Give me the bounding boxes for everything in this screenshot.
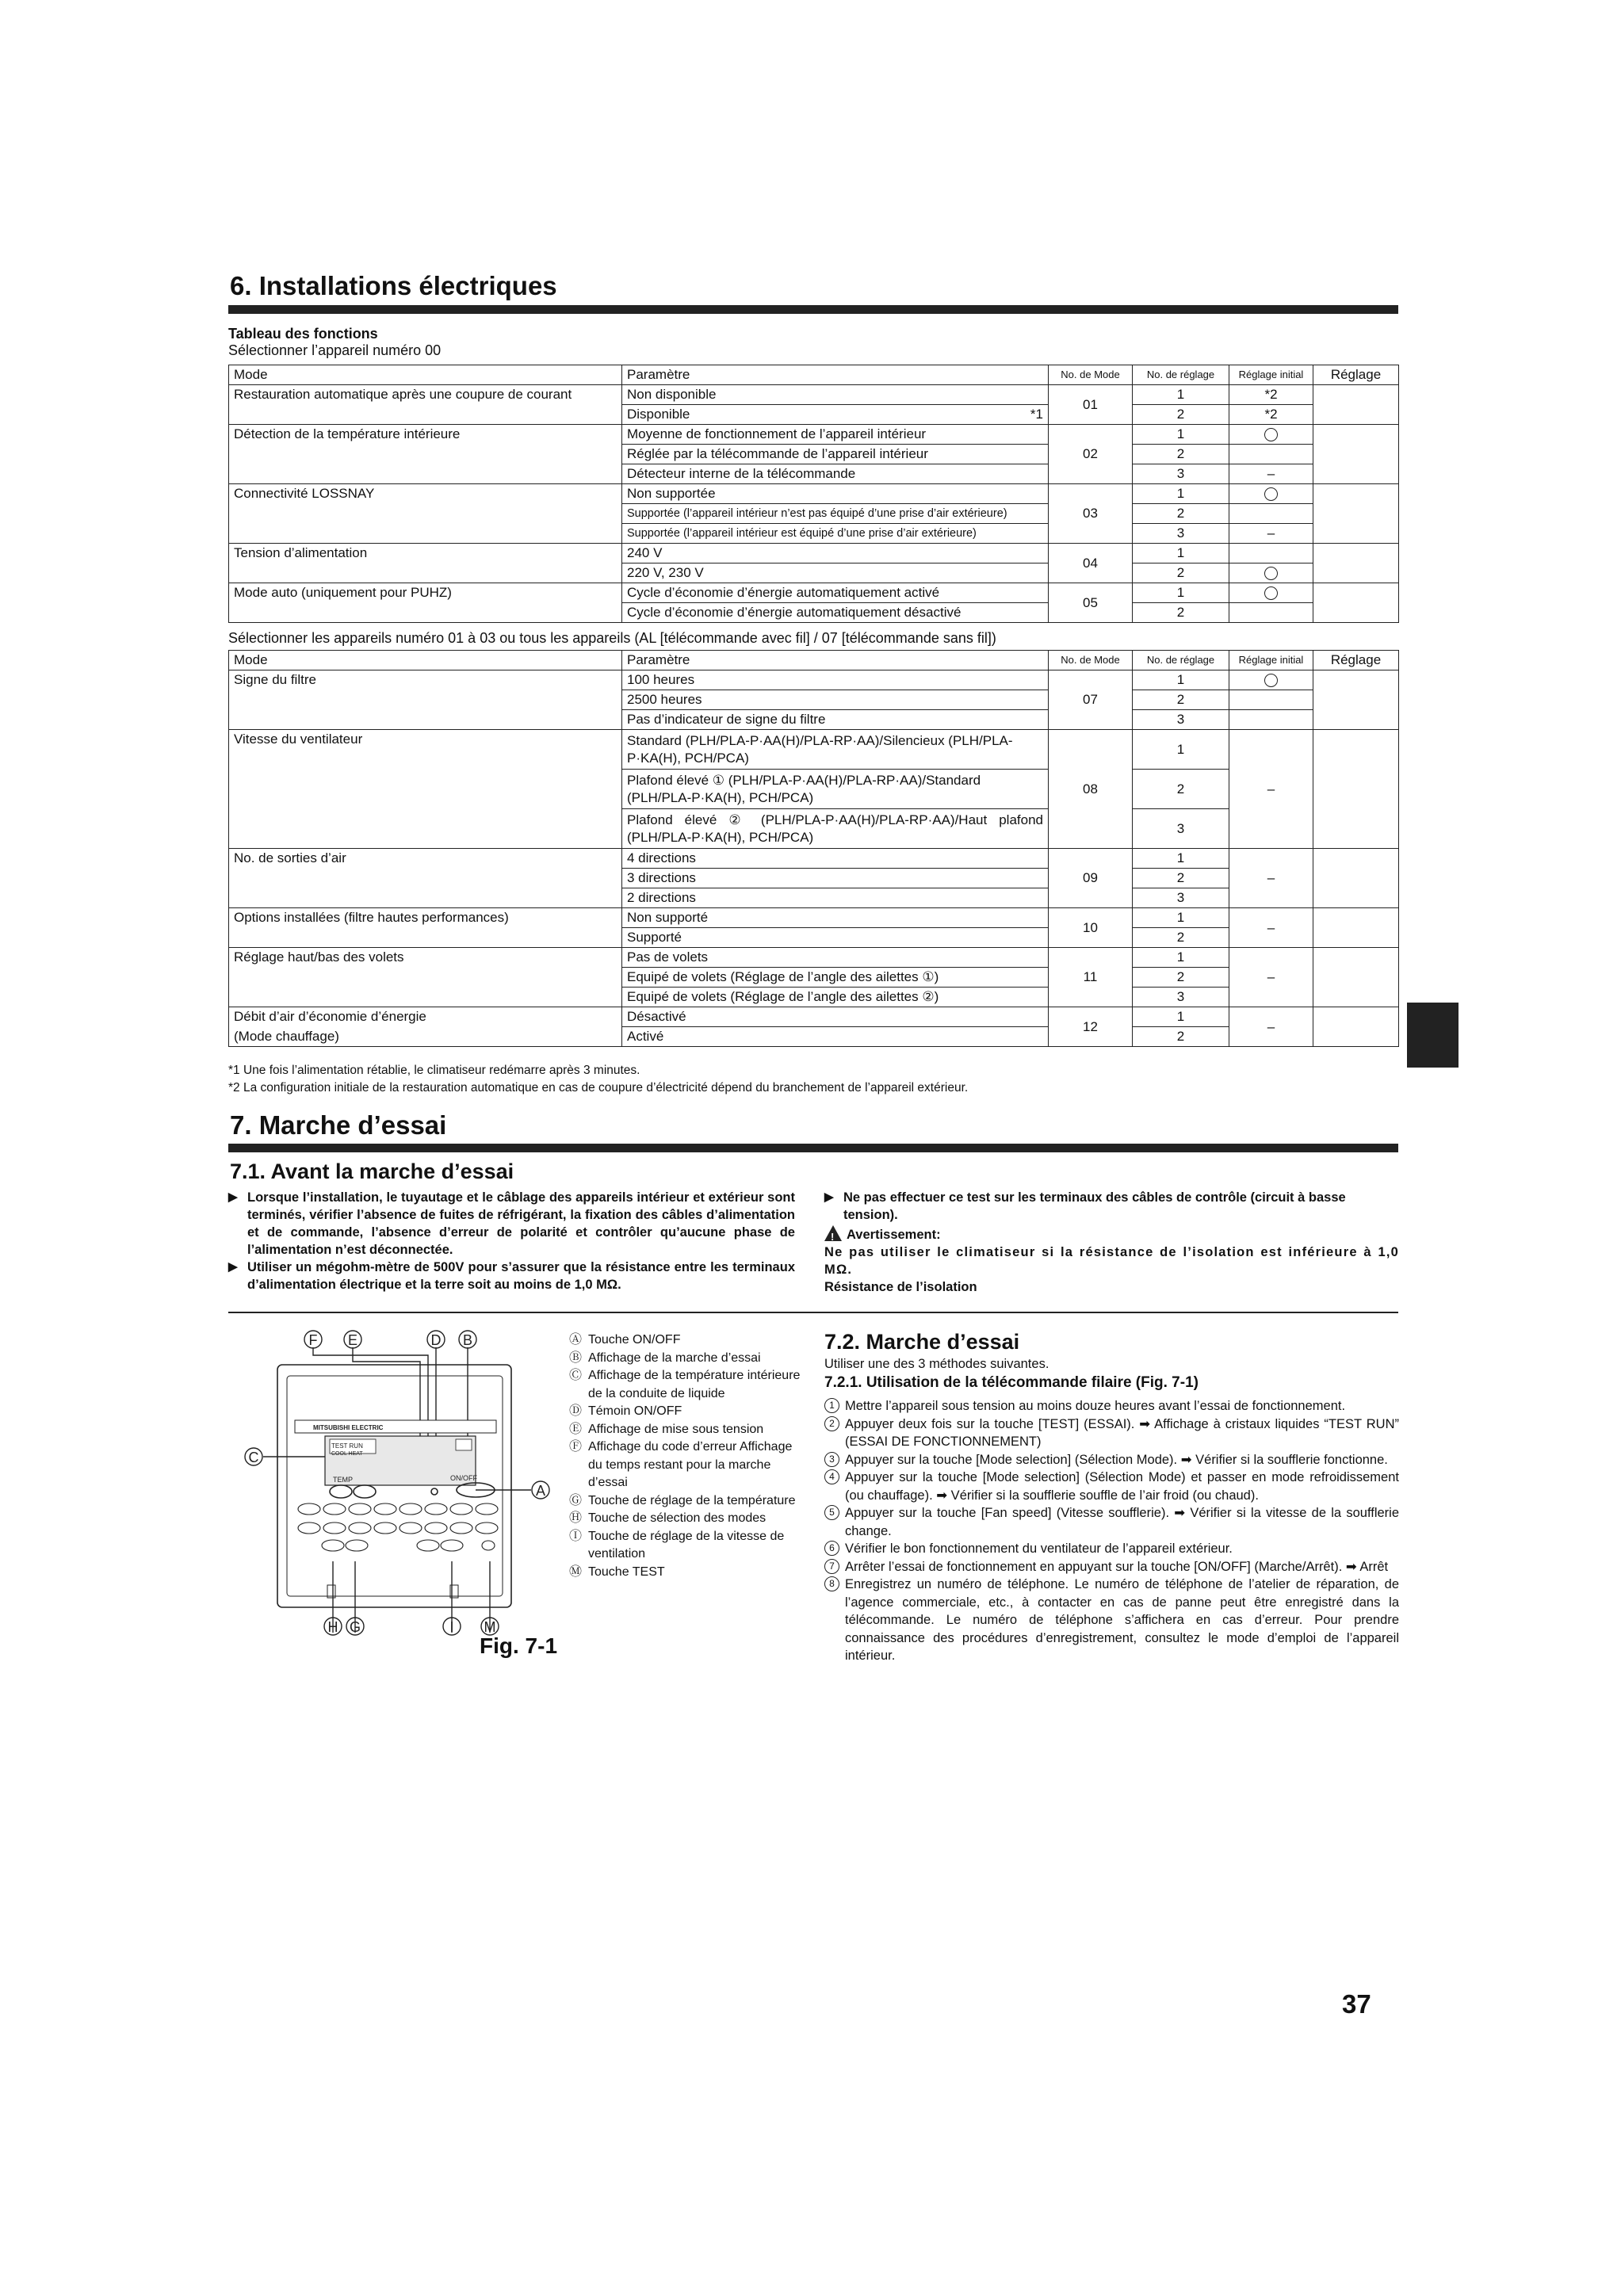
cell-reglage	[1313, 425, 1399, 484]
cell-initial	[1229, 504, 1313, 524]
circle-mark	[1264, 428, 1278, 441]
step-text: Enregistrez un numéro de téléphone. Le numéro de téléphone de l’atelier de réparation, de l’agence commerciale, etc., à contacter en cas de panne peut être enregistré dans la télécommande. Le numéro de téléphone s’affichera en cas d’erreur. Pour prendre connaissance des procédures d’enregistrement, consultez le mode d’emploi de l’appareil intérieur.	[845, 1577, 1399, 1663]
cell-initial	[1229, 690, 1313, 710]
cell-initial	[1229, 670, 1313, 690]
cell-no-reglage: 2	[1133, 504, 1229, 524]
step-number: 8	[824, 1576, 839, 1591]
cell-no-reglage: 3	[1133, 988, 1229, 1007]
cell-param: Equipé de volets (Réglage de l’angle des ailettes ②)	[622, 988, 1049, 1007]
cell-no-reglage: 1	[1133, 670, 1229, 690]
cell-reglage	[1313, 730, 1399, 849]
lcd-test-run: TEST RUN	[331, 1442, 363, 1450]
cell-mode: Mode auto (uniquement pour PUHZ)	[229, 583, 622, 623]
header-mode: Mode	[229, 365, 622, 385]
cell-mode: No. de sorties d’air	[229, 849, 622, 908]
letter-h: H	[327, 1619, 338, 1635]
cell-reglage	[1313, 484, 1399, 544]
step-item	[824, 1576, 1399, 1665]
footnotes	[228, 1062, 968, 1097]
legend-key: Ⓑ	[569, 1350, 583, 1365]
cell-reglage	[1313, 583, 1399, 623]
cell-initial	[1229, 563, 1313, 583]
cell-initial	[1229, 544, 1313, 563]
legend-item	[569, 1564, 807, 1582]
cell-initial: –	[1229, 524, 1313, 544]
step-text: Appuyer sur la touche [Mode selection] (Sélection Mode) et passer en mode refroidissement (ou chauffage). ➡ Vérifier si la soufflerie souffle de l’air froid (ou chaud).	[845, 1470, 1399, 1503]
cell-param: 4 directions	[622, 849, 1049, 869]
table-row	[229, 583, 1399, 603]
warning-title: Avertissement:	[847, 1228, 941, 1242]
letter-e: E	[347, 1332, 358, 1348]
cell-param: Activé	[622, 1027, 1049, 1047]
step-item	[824, 1415, 1399, 1451]
section-7-2-1-title: 7.2.1. Utilisation de la télécommande filaire (Fig. 7-1)	[824, 1374, 1199, 1391]
cell-no-reglage: 1	[1133, 849, 1229, 869]
legend-item	[569, 1492, 807, 1511]
cell-initial	[1229, 583, 1313, 603]
table-caption-bold: Tableau des fonctions	[228, 326, 378, 342]
remote-inner	[287, 1376, 503, 1596]
cell-initial: –	[1229, 1007, 1313, 1047]
cell-no-reglage: 3	[1133, 809, 1229, 849]
legend-item	[569, 1528, 807, 1564]
select-units-text: Sélectionner les appareils numéro 01 à 03 ou tous les appareils (AL [télécommande avec fil] / 07 [télécommande sans fil])	[228, 630, 996, 646]
cell-initial: –	[1229, 849, 1313, 908]
header-initial: Réglage initial	[1229, 651, 1313, 670]
section-7-title: 7. Marche d’essai	[230, 1110, 447, 1140]
cell-initial: *2	[1229, 405, 1313, 425]
cell-no-reglage: 2	[1133, 445, 1229, 464]
cell-no-reglage: 2	[1133, 770, 1229, 809]
cell-mode: Débit d’air d’économie d’énergie	[229, 1007, 622, 1027]
step-item	[824, 1469, 1399, 1504]
table-header-row	[229, 651, 1399, 670]
section-6-title: 6. Installations électriques	[230, 271, 557, 300]
cell-param: Non disponible	[622, 385, 1049, 405]
step-text: Appuyer deux fois sur la touche [TEST] (ESSAI). ➡ Affichage à cristaux liquides “TEST RUN” (ESSAI DE FONCTIONNEMENT)	[845, 1416, 1399, 1449]
step-text: Appuyer sur la touche [Fan speed] (Vitesse soufflerie). ➡ Vérifier si la vitesse de la soufflerie change.	[845, 1506, 1399, 1538]
section-7-rule	[228, 1144, 1398, 1152]
letter-m: M	[484, 1619, 496, 1635]
cell-param: Non supporté	[622, 908, 1049, 928]
cell-param: Cycle d’économie d’énergie automatiquement activé	[622, 583, 1049, 603]
cell-initial	[1229, 445, 1313, 464]
header-no-mode: No. de Mode	[1049, 365, 1133, 385]
legend-key: Ⓗ	[569, 1511, 583, 1525]
header-param: Paramètre	[622, 651, 1049, 670]
cell-mode: Connectivité LOSSNAY	[229, 484, 622, 544]
legend-item	[569, 1403, 807, 1421]
cell-param: 220 V, 230 V	[622, 563, 1049, 583]
legend-text: Touche de réglage de la vitesse de ventilation	[588, 1529, 785, 1561]
cell-initial	[1229, 484, 1313, 504]
legend-item	[569, 1367, 807, 1403]
table-row	[229, 849, 1399, 869]
cell-mode: Tension d’alimentation	[229, 544, 622, 583]
cell-param: Standard (PLH/PLA-P·AA(H)/PLA-RP·AA)/Silencieux (PLH/PLA-P·KA(H), PCH/PCA)	[622, 730, 1049, 770]
legend-item	[569, 1510, 807, 1528]
cell-no-reglage: 2	[1133, 968, 1229, 988]
cell-param: Plafond élevé ① (PLH/PLA-P·AA(H)/PLA-RP·AA)/Standard (PLH/PLA-P·KA(H), PCH/PCA)	[622, 770, 1049, 809]
header-mode: Mode	[229, 651, 622, 670]
legend-key: Ⓒ	[569, 1369, 583, 1382]
legend-key: Ⓖ	[569, 1493, 583, 1507]
cell-param: Non supportée	[622, 484, 1049, 504]
step-number: 2	[824, 1416, 839, 1431]
cell-no-mode: 01	[1049, 385, 1133, 425]
cell-no-mode: 07	[1049, 670, 1133, 730]
legend-key: Ⓐ	[569, 1333, 583, 1347]
cell-param: Pas d’indicateur de signe du filtre	[622, 710, 1049, 730]
cell-initial: –	[1229, 464, 1313, 484]
cell-no-reglage: 1	[1133, 425, 1229, 445]
cell-no-reglage: 2	[1133, 563, 1229, 583]
legend-item	[569, 1438, 807, 1492]
cell-param: 3 directions	[622, 869, 1049, 888]
temp-down-button	[330, 1485, 352, 1498]
onoff-label: ON/OFF	[450, 1474, 477, 1482]
cell-no-reglage: 2	[1133, 928, 1229, 948]
param-text: Disponible	[627, 407, 690, 422]
cell-no-reglage: 3	[1133, 464, 1229, 484]
letter-i: I	[449, 1619, 454, 1635]
cell-initial	[1229, 710, 1313, 730]
step-item	[824, 1504, 1399, 1540]
test-run-steps	[824, 1397, 1399, 1665]
table-caption-sub: Sélectionner l’appareil numéro 00	[228, 342, 442, 358]
legend-item	[569, 1421, 807, 1439]
step-text: Vérifier le bon fonctionnement du ventilateur de l’appareil extérieur.	[845, 1541, 1233, 1556]
cell-mode: Options installées (filtre hautes performances)	[229, 908, 622, 948]
cell-no-reglage: 1	[1133, 730, 1229, 770]
legend-text: Affichage de la marche d’essai	[588, 1350, 761, 1365]
step-number: 1	[824, 1398, 839, 1413]
header-no-mode: No. de Mode	[1049, 651, 1133, 670]
cell-no-mode: 08	[1049, 730, 1133, 849]
cell-param: Supporté	[622, 928, 1049, 948]
warning-line	[824, 1225, 1399, 1244]
side-tab-marker	[1407, 1003, 1459, 1068]
cell-initial	[1229, 603, 1313, 623]
table-row	[229, 948, 1399, 968]
cell-param: 100 heures	[622, 670, 1049, 690]
section-7-1-title: 7.1. Avant la marche d’essai	[230, 1159, 514, 1183]
cell-param: 2 directions	[622, 888, 1049, 908]
cell-no-mode: 02	[1049, 425, 1133, 484]
step-item	[824, 1558, 1399, 1576]
cell-param: Moyenne de fonctionnement de l’appareil intérieur	[622, 425, 1049, 445]
step-number: 3	[824, 1452, 839, 1467]
table-row	[229, 1027, 1399, 1047]
step-item	[824, 1540, 1399, 1558]
step-number: 6	[824, 1541, 839, 1556]
letter-b: B	[462, 1332, 473, 1348]
table-row	[229, 730, 1399, 770]
page-number: 37	[1342, 1989, 1371, 2019]
circle-mark	[1264, 586, 1278, 600]
circle-mark	[1264, 487, 1278, 501]
cell-mode: Restauration automatique après une coupure de courant	[229, 385, 622, 405]
header-no-reglage: No. de réglage	[1133, 365, 1229, 385]
cell-param: Cycle d’économie d’énergie automatiquement désactivé	[622, 603, 1049, 623]
cell-no-reglage: 1	[1133, 948, 1229, 968]
cell-no-reglage: 1	[1133, 1007, 1229, 1027]
table-row	[229, 544, 1399, 563]
warning-icon	[824, 1225, 842, 1241]
legend-text: Témoin ON/OFF	[588, 1404, 682, 1418]
header-initial: Réglage initial	[1229, 365, 1313, 385]
table-row	[229, 908, 1399, 928]
cell-no-reglage: 2	[1133, 690, 1229, 710]
step-text: Mettre l’appareil sous tension au moins douze heures avant l’essai de fonctionnement.	[845, 1399, 1346, 1413]
onoff-lamp	[431, 1488, 438, 1495]
figure-caption: Fig. 7-1	[480, 1633, 558, 1658]
cell-reglage	[1313, 849, 1399, 908]
cell-no-mode: 11	[1049, 948, 1133, 1007]
cell-no-reglage: 3	[1133, 710, 1229, 730]
cell-no-reglage: 2	[1133, 1027, 1229, 1047]
cell-no-mode: 12	[1049, 1007, 1133, 1047]
cell-mode: (Mode chauffage)	[229, 1027, 622, 1047]
legend-text: Affichage de la température intérieure de la conduite de liquide	[588, 1369, 801, 1400]
legend-key: Ⓕ	[569, 1440, 583, 1454]
table-row	[229, 385, 1399, 405]
table-row	[229, 484, 1399, 504]
cell-no-mode: 10	[1049, 908, 1133, 948]
cell-no-reglage: 2	[1133, 603, 1229, 623]
brand-label: MITSUBISHI ELECTRIC	[313, 1424, 384, 1431]
cell-reglage	[1313, 908, 1399, 948]
cell-no-mode: 05	[1049, 583, 1133, 623]
cell-initial: –	[1229, 948, 1313, 1007]
legend-text: Touche ON/OFF	[588, 1333, 681, 1347]
table-caption	[228, 326, 378, 342]
cell-param: Plafond élevé ② (PLH/PLA-P·AA(H)/PLA-RP·AA)/Haut plafond (PLH/PLA-P·KA(H), PCH/PCA)	[622, 809, 1049, 849]
header-no-reglage: No. de réglage	[1133, 651, 1229, 670]
cell-param: Pas de volets	[622, 948, 1049, 968]
circle-mark	[1264, 674, 1278, 687]
cell-no-reglage: 1	[1133, 583, 1229, 603]
cell-no-mode: 04	[1049, 544, 1133, 583]
table-row	[229, 405, 1399, 425]
cell-initial: *2	[1229, 385, 1313, 405]
cell-no-mode: 09	[1049, 849, 1133, 908]
letter-d: D	[430, 1332, 442, 1348]
cell-param: Désactivé	[622, 1007, 1049, 1027]
cell-param: Supportée (l’appareil intérieur est équipé d’une prise d’air extérieure)	[622, 524, 1049, 544]
temp-label: TEMP	[333, 1476, 354, 1484]
legend-key: Ⓘ	[569, 1529, 583, 1543]
figure-legend	[569, 1331, 807, 1581]
cell-param: Supportée (l’appareil intérieur n’est pas équipé d’une prise d’air extérieure)	[622, 504, 1049, 524]
cell-no-reglage: 3	[1133, 524, 1229, 544]
cell-reglage	[1313, 670, 1399, 730]
remote-body	[277, 1365, 511, 1607]
header-param: Paramètre	[622, 365, 1049, 385]
table-header-row	[229, 365, 1399, 385]
cell-reglage	[1313, 1007, 1399, 1047]
legend-text: Touche TEST	[588, 1564, 665, 1579]
step-item	[824, 1451, 1399, 1469]
cell-no-reglage: 2	[1133, 405, 1229, 425]
leader-f	[313, 1347, 428, 1450]
footnote-2: *2 La configuration initiale de la restauration automatique en cas de coupure d’électricité dépend du branchement de l’appareil extérieur.	[228, 1081, 969, 1095]
legend-text: Touche de réglage de la température	[588, 1493, 796, 1507]
legend-key: Ⓔ	[569, 1422, 583, 1436]
letter-c: C	[248, 1450, 259, 1465]
footnote-mark: *1	[1030, 407, 1043, 422]
section-7-2-title: 7.2. Marche d’essai	[824, 1330, 1020, 1354]
cell-param: Equipé de volets (Réglage de l’angle des ailettes ①)	[622, 968, 1049, 988]
cell-reglage	[1313, 948, 1399, 1007]
cell-mode: Détection de la température intérieure	[229, 425, 622, 484]
section-6-rule	[228, 305, 1398, 314]
step-number: 4	[824, 1469, 839, 1484]
step-number: 7	[824, 1559, 839, 1574]
header-reglage: Réglage	[1313, 651, 1399, 670]
cell-initial: –	[1229, 908, 1313, 948]
insulation-resistance-label: Résistance de l’isolation	[824, 1280, 977, 1294]
cell-initial	[1229, 425, 1313, 445]
function-table-1	[228, 365, 1399, 623]
legend-item	[569, 1331, 807, 1350]
legend-key: Ⓓ	[569, 1404, 583, 1418]
letter-a: A	[535, 1483, 546, 1499]
cell-mode: Réglage haut/bas des volets	[229, 948, 622, 1007]
step-text: Appuyer sur la touche [Mode selection] (Sélection Mode). ➡ Vérifier si la soufflerie fonctionne.	[845, 1452, 1388, 1467]
cell-no-reglage: 1	[1133, 908, 1229, 928]
legend-text: Touche de sélection des modes	[588, 1511, 767, 1525]
bullet-item: ▶ Utiliser un mégohm-mètre de 500V pour s’assurer que la résistance entre les terminaux d’alimentation électrique et la terre soit au moins de 1,0 MΩ.	[228, 1259, 795, 1293]
remote-controller-figure	[238, 1324, 555, 1641]
cell-no-reglage: 2	[1133, 869, 1229, 888]
legend-item	[569, 1350, 807, 1368]
circle-mark	[1264, 567, 1278, 580]
table-row	[229, 425, 1399, 445]
step-item	[824, 1397, 1399, 1415]
legend-text: Affichage du code d’erreur Affichage du temps restant pour la marche d’essai	[588, 1440, 793, 1489]
cell-mode: Vitesse du ventilateur	[229, 730, 622, 849]
cell-param: 2500 heures	[622, 690, 1049, 710]
legend-text: Affichage de mise sous tension	[588, 1422, 764, 1436]
warning-text: Ne pas utiliser le climatiseur si la résistance de l’isolation est inférieure à 1,0 MΩ.	[824, 1245, 1399, 1277]
section-7-1-rule	[228, 1312, 1398, 1313]
cell-no-mode: 03	[1049, 484, 1133, 544]
step-text: Arrêter l’essai de fonctionnement en appuyant sur la touche [ON/OFF] (Marche/Arrêt). ➡ Arrêt	[845, 1559, 1389, 1574]
temp-up-button	[354, 1485, 376, 1498]
cell-param: 240 V	[622, 544, 1049, 563]
header-reglage: Réglage	[1313, 365, 1399, 385]
cell-no-reglage: 1	[1133, 544, 1229, 563]
cell-param	[622, 405, 1049, 425]
bullet-item: ▶ Ne pas effectuer ce test sur les terminaux des câbles de contrôle (circuit à basse tension).	[824, 1189, 1399, 1224]
letter-g: G	[349, 1619, 361, 1635]
cell-mode	[229, 405, 622, 425]
cell-reglage	[1313, 385, 1399, 425]
function-table-2	[228, 650, 1399, 1047]
cell-param: Réglée par la télécommande de l’appareil intérieur	[622, 445, 1049, 464]
pre-test-bullets-left	[228, 1189, 795, 1293]
letter-f: F	[308, 1332, 318, 1348]
cell-initial: –	[1229, 730, 1313, 849]
cell-reglage	[1313, 544, 1399, 583]
cell-mode: Signe du filtre	[229, 670, 622, 730]
cell-param: Détecteur interne de la télécommande	[622, 464, 1049, 484]
bullet-item: ▶ Lorsque l’installation, le tuyautage et le câblage des appareils intérieur et extérieur sont terminés, vérifier l’absence de fuites de réfrigérant, la fixation des câbles d’alimentation et de commande, l’absence d’erreur de polarité et contrôler qu’aucune phase de l’alimentation n’est déconnectée.	[228, 1189, 795, 1259]
cell-no-reglage: 3	[1133, 888, 1229, 908]
table-row	[229, 670, 1399, 690]
lcd-cool-heat: COOL HEAT	[331, 1451, 363, 1457]
table-row	[229, 1007, 1399, 1027]
cell-no-reglage: 1	[1133, 385, 1229, 405]
footnote-1: *1 Une fois l’alimentation rétablie, le climatiseur redémarre après 3 minutes.	[228, 1064, 640, 1077]
legend-key: Ⓜ	[569, 1564, 583, 1579]
step-number: 5	[824, 1505, 839, 1520]
section-7-2-intro: Utiliser une des 3 méthodes suivantes.	[824, 1357, 1049, 1371]
cell-no-reglage: 1	[1133, 484, 1229, 504]
pre-test-bullets-right	[824, 1189, 1399, 1296]
